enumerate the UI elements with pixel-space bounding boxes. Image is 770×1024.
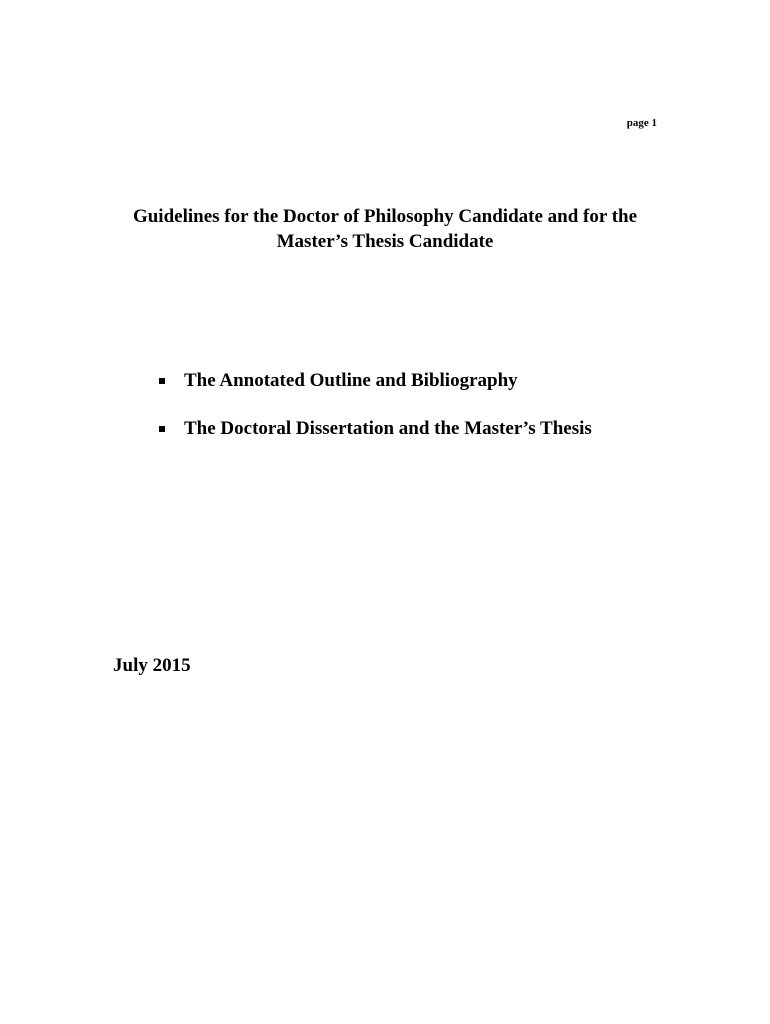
page-number: page 1 — [626, 117, 657, 129]
square-bullet-icon — [159, 426, 165, 432]
title-line-2: Master’s Thesis Candidate — [276, 231, 494, 252]
list-item-text: The Doctoral Dissertation and the Master’s Thesis — [184, 418, 592, 439]
list-item-text: The Annotated Outline and Bibliography — [184, 370, 518, 391]
title-line-1: Guidelines for the Doctor of Philosophy Candidate and for the — [132, 206, 638, 227]
list-item — [156, 416, 592, 442]
document-title — [0, 204, 770, 254]
topic-list — [156, 368, 592, 464]
square-bullet-icon — [159, 378, 165, 384]
list-item — [156, 368, 592, 394]
document-date: July 2015 — [113, 655, 191, 676]
